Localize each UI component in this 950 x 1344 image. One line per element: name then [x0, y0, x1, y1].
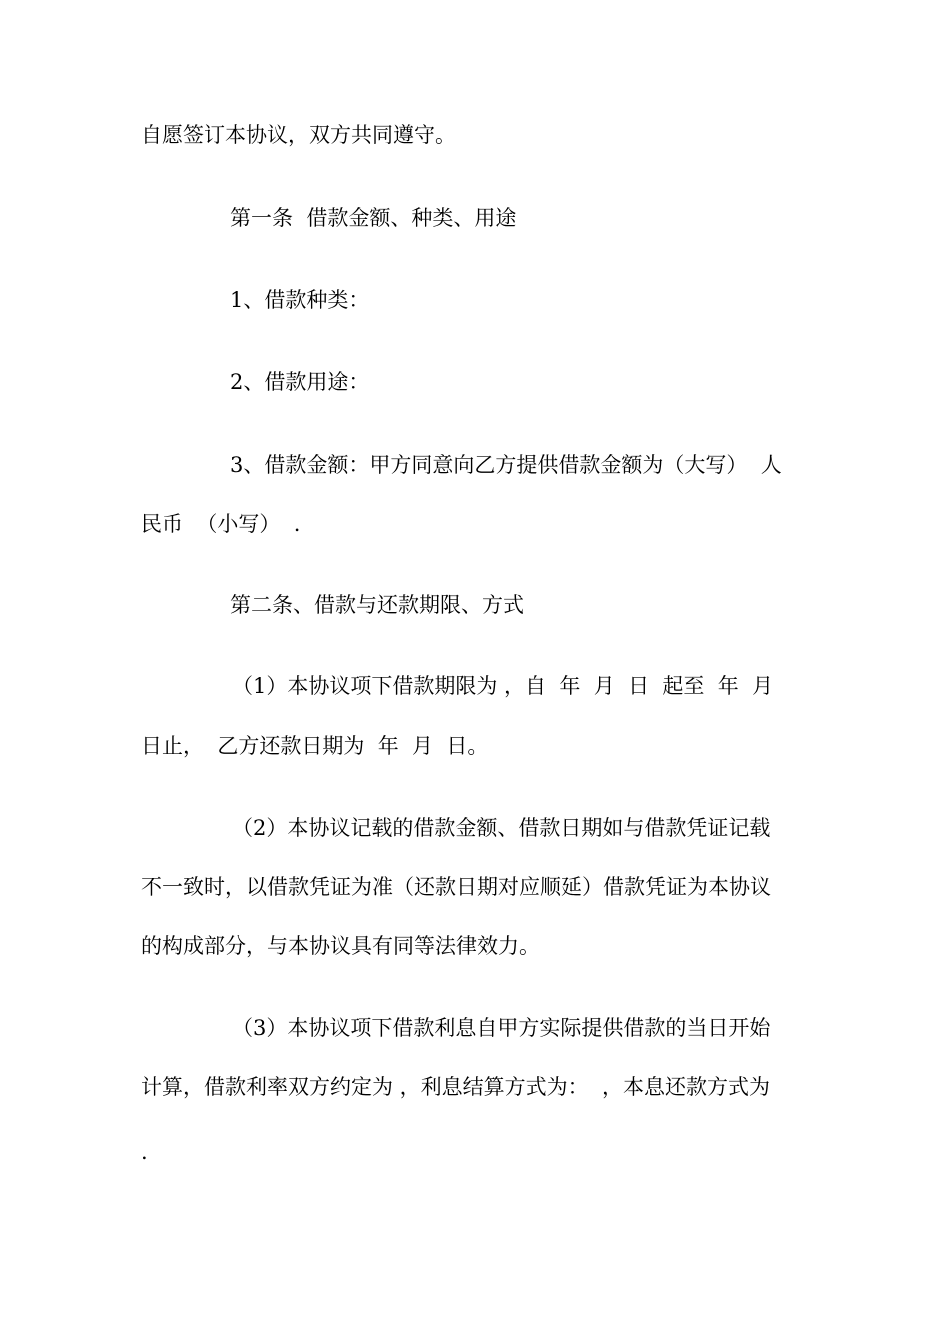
clause-3-line-1: （3）本协议项下借款利息自甲方实际提供借款的当日开始 [232, 1016, 771, 1040]
article-1-heading: 第一条 借款金额、种类、用途 [230, 206, 517, 230]
clause-2-line-3: 的构成部分，与本协议具有同等法律效力。 [141, 934, 540, 958]
clause-3-line-2: 计算，借款利率双方约定为 ，利息结算方式为： ，本息还款方式为 [141, 1075, 771, 1099]
article-2-heading: 第二条、借款与还款期限、方式 [230, 593, 524, 617]
clause-2-line-2: 不一致时，以借款凭证为准（还款日期对应顺延）借款凭证为本协议 [141, 875, 771, 899]
clause-2-line-1: （2）本协议记载的借款金额、借款日期如与借款凭证记载 [232, 816, 771, 840]
loan-type-item: 1、借款种类： [230, 288, 370, 312]
clause-1-line-1: （1）本协议项下借款期限为 ，自 年 月 日 起至 年 月 [232, 674, 774, 698]
loan-amount-item: 3、借款金额：甲方同意向乙方提供借款金额为（大写） 人 [230, 453, 782, 477]
loan-purpose-item: 2、借款用途： [230, 370, 370, 394]
loan-amount-item-continued: 民币 （小写） . [141, 512, 301, 536]
clause-3-line-3: . [141, 1140, 148, 1164]
clause-1-line-2: 日止， 乙方还款日期为 年 月 日。 [141, 734, 489, 758]
paragraph-agreement-closing: 自愿签订本协议，双方共同遵守。 [141, 123, 456, 147]
